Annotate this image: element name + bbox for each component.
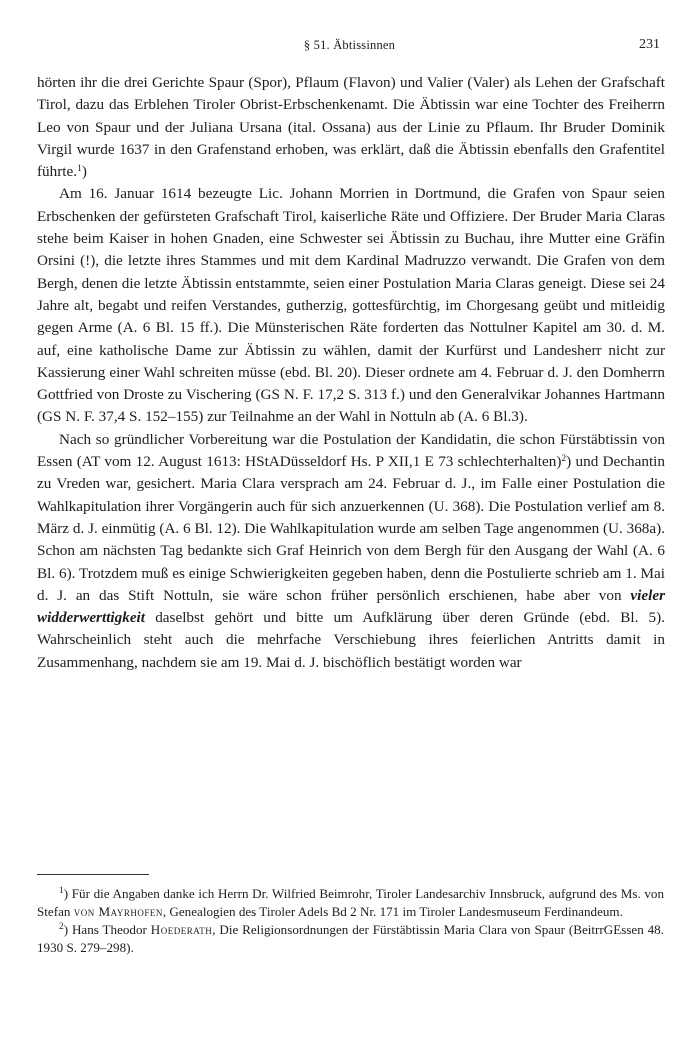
page-number: 231: [639, 37, 660, 52]
footnote-1-mark: 1: [59, 886, 64, 896]
running-title: § 51. Äbtissinnen: [303, 38, 396, 52]
footnote-2-text: ) Hans Theodor: [63, 922, 147, 937]
footnote-2-mark: 2: [59, 922, 64, 932]
paragraph-2: Am 16. Januar 1614 bezeugte Lic. Johann Morrien in Dortmund, die Grafen von Spaur seien Erbschenken der gefürsteten Grafschaft Tirol, kaiserliche Räte und Offiziere. Der Bruder Maria Claras stehe beim Kaiser in hohen Gnaden, eine Schwester sei Äbtissin zu Buchau, ihre Mutter eine Gräfin Orsini (!), die letzte ihres Stammes und mit dem Kardinal Madruzzo verwandt. Die Grafen von dem Bergh, denen die letzte Äbtissin entstammte, seien einer Postulation Maria Claras geneigt. Diese sei 24 Jahre alt, begabt und reifen Verstandes, gutherzig, gottesfürchtig, im Chorgesang geübt und mitleidig gegen Arme (A. 6 Bl. 15 ff.). Die Münsterischen Räte forderten das Nottulner Kapitel am 30. d. M. auf, eine katholische Dame zur Äbtissin zu wählen, damit der Kurfürst und Landesherr nicht zur Kassierung einer Wahl schreiten müsse (ebd. Bl. 20). Dieser ordnete am 4. Februar d. J. den Domherrn Gottfried von Droste zu Vischering (GS N. F. 17,2 S. 313 f.) und den Generalvikar Johannes Hartmann (GS N. F. 37,4 S. 152–155) zur Teilnahme an der Wahl in Nottuln ab (A. 6 Bl.3).: [37, 185, 665, 426]
footnote-1-author: von Mayrhofen: [73, 904, 163, 919]
paragraph-3-text-end: daselbst gehört und bitte um Aufklärung über deren Gründe (ebd. Bl. 5). Wahrscheinlich steht auch die mehrfache Verschiebung ihres feierlichen Antritts damit in Zusammenhang, nachdem sie am 19. Mai d. J. bischöflich bestätigt worden war: [37, 609, 666, 671]
footnote-ref-1: 1: [77, 164, 82, 175]
footnotes: [37, 885, 664, 957]
paragraph-1-text: hörten ihr die drei Gerichte Spaur (Spor), Pflaum (Flavon) und Valier (Valer) als Lehen der Grafschaft Tirol, dazu das Erblehen Tiroler Obrist-Erbschenkenamt. Die Äbtissin war eine Tochter des Freiherrn Leo von Spaur und der Juliana Ursana (ital. Ossana) aus der Linie zu Pflaum. Ihr Bruder Dominik Virgil wurde 1637 in den Grafenstand erhoben, was erklärt, daß die Äbtissin ebenfalls den Grafentitel führte.: [37, 74, 665, 181]
quoted-term: vieler widderwerttigkeit: [37, 586, 665, 627]
running-header: [37, 38, 662, 56]
paragraph-3-text-cont: ) und Dechantin zu Vreden war, gesichert. Maria Clara versprach am 24. Februar d. J., im Falle einer Postulation die Wahlkapitulation ihrer Vorgängerin auch für sich anzuerkennen (U. 368). Die Postulation verlief am 8. März d. J. einmütig (A. 6 Bl. 12). Die Wahlkapitulation wurde am selben Tage angenommen (U. 368a). Schon am nächsten Tag bedankte sich Graf Heinrich von dem Bergh für den Ausgang der Wahl (A. 6 Bl. 6). Trotzdem muß es einige Schwierigkeiten gegeben haben, denn die Postulierte schrieb am 1. Mai d. J. an das Stift Nottuln, sie wäre schon früher persönlich erschienen, habe aber von: [37, 453, 665, 604]
footnote-1: [37, 885, 664, 921]
footnote-1-text-end: , Genealogien des Tiroler Adels Bd 2 Nr. 171 im Tiroler Landesmuseum Ferdinandeum.: [162, 904, 623, 919]
footnote-2-text-end: , Die Religionsordnungen der Fürstäbtissin Maria Clara von Spaur (BeitrrGEssen 48. 1930 S. 279–298).: [37, 922, 664, 955]
body-text: [37, 72, 665, 674]
paragraph-3: [37, 429, 665, 674]
paragraph-1: [37, 72, 665, 183]
footnote-ref-2: 2: [561, 454, 567, 465]
footnote-2: [37, 921, 664, 957]
paragraph-3-text: Nach so gründlicher Vorbereitung war die Postulation der Kandidatin, die schon Fürstäbtissin von Essen (AT vom 12. August 1613: HStADüsseldorf Hs. P XII,1 E 73 schlechterhalten): [37, 430, 665, 471]
footnote-divider: [37, 874, 149, 875]
paragraph-1-text-end: ): [81, 163, 87, 181]
footnote-1-text: ) Für die Angaben danke ich Herrn Dr. Wilfried Beimrohr, Tiroler Landesarchiv Innsbruck, aufgrund des Ms. von Stefan: [37, 886, 664, 919]
footnote-2-author: Hoederath: [150, 922, 213, 937]
